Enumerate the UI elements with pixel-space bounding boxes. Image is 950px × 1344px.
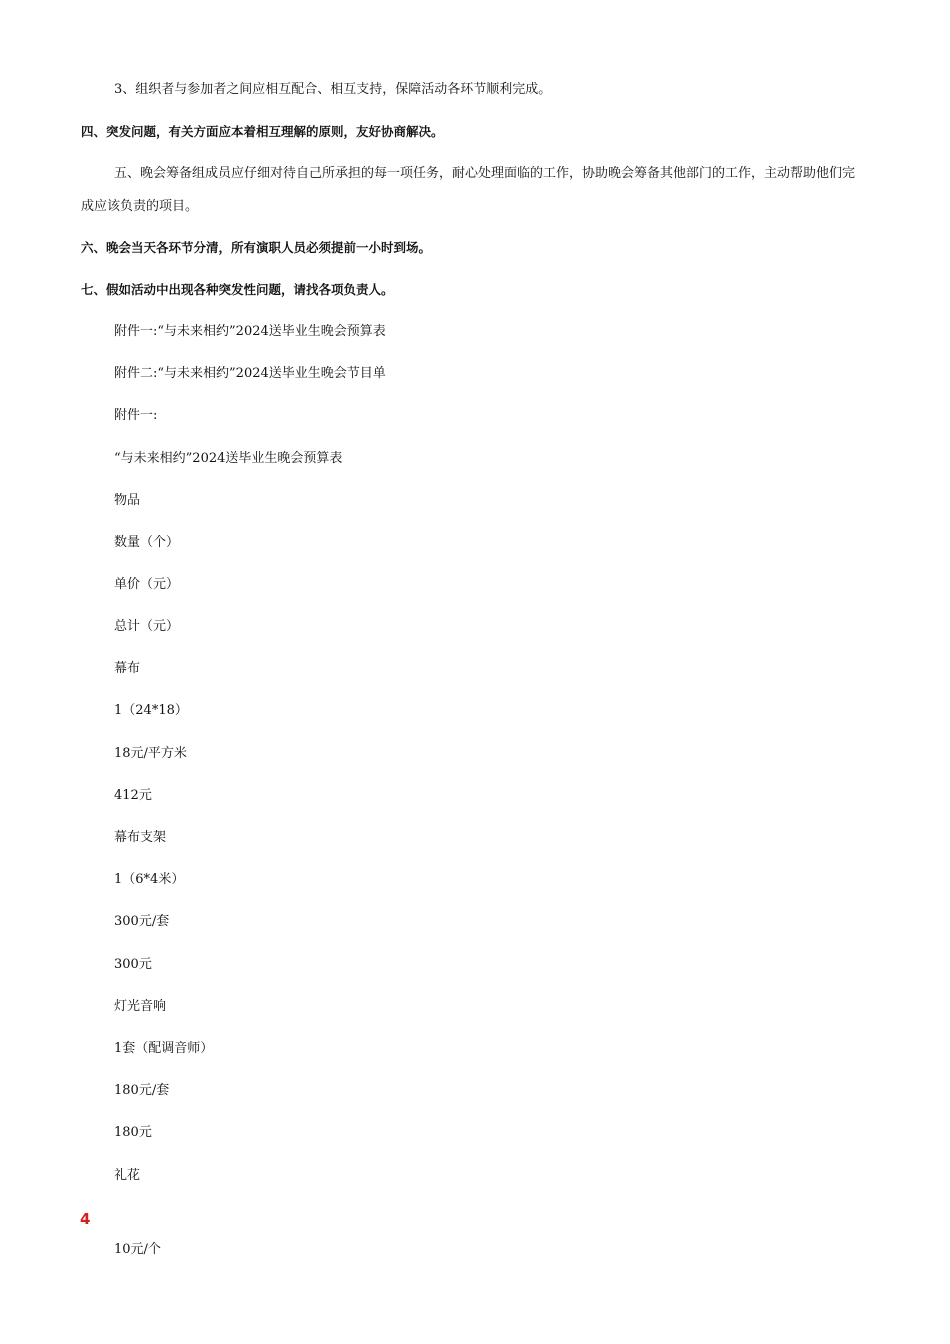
budget-header-unit-price: 单价（元）: [114, 577, 180, 592]
budget-cell-total: 300元: [114, 957, 152, 972]
budget-table-title: “与未来相约”2024送毕业生晚会预算表: [114, 451, 343, 466]
budget-header-item: 物品: [114, 493, 141, 508]
section-7-heading: 七、假如活动中出现各种突发性问题，请找各项负责人。: [81, 282, 394, 297]
budget-cell-unit-price: 180元/套: [114, 1083, 170, 1098]
attachment-1-heading: 附件一:: [114, 408, 158, 423]
budget-cell-unit-price: 300元/套: [114, 914, 170, 929]
item-3-text: 3、组织者与参加者之间应相互配合、相互支持，保障活动各环节顺利完成。: [114, 82, 552, 97]
budget-cell-quantity: 1套（配调音师）: [114, 1041, 214, 1056]
attachment-list-item: 附件二:“与未来相约”2024送毕业生晚会节目单: [114, 366, 386, 381]
attachment-list-item: 附件一:“与未来相约”2024送毕业生晚会预算表: [114, 324, 386, 339]
budget-cell-item: 礼花: [114, 1168, 141, 1183]
section-5-paragraph: 五、晚会筹备组成员应仔细对待自己所承担的每一项任务，耐心处理面临的工作，协助晚会筹备其他部门的工作，主动帮助他们完成应该负责的项目。: [81, 166, 856, 214]
budget-header-total: 总计（元）: [114, 619, 180, 634]
section-4-heading: 四、突发问题，有关方面应本着相互理解的原则，友好协商解决。: [81, 124, 444, 139]
section-6-heading: 六、晚会当天各环节分清，所有演职人员必须提前一小时到场。: [81, 240, 432, 255]
budget-header-quantity: 数量（个）: [114, 535, 180, 550]
budget-cell-item: 幕布支架: [114, 830, 167, 845]
budget-cell-quantity: 1（6*4米）: [114, 872, 185, 887]
budget-cell-item: 灯光音响: [114, 999, 167, 1014]
budget-cell-unit-price: 10元/个: [114, 1242, 161, 1257]
budget-cell-total: 412元: [114, 788, 152, 803]
budget-cell-quantity: 1（24*18）: [114, 703, 188, 718]
budget-cell-item: 幕布: [114, 661, 141, 676]
budget-cell-total: 180元: [114, 1125, 152, 1140]
page-number: 4: [80, 1210, 91, 1228]
budget-cell-unit-price: 18元/平方米: [114, 746, 187, 761]
